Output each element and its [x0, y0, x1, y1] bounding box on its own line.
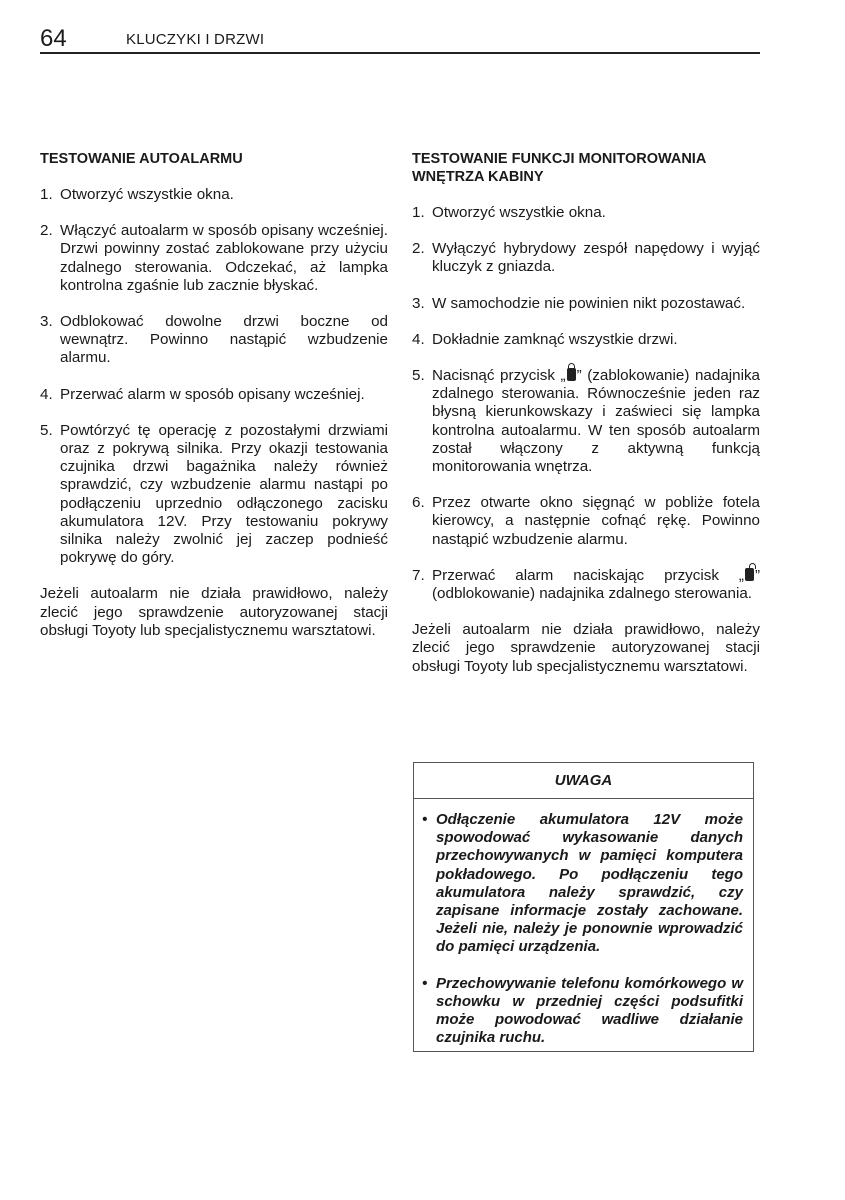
list-item: 6. Przez otwarte okno sięgnąć w pobliże fotela kierowcy, a następnie cofnąć rękę. Powinno nastąpić wzbudzenie alarmu. [412, 494, 760, 548]
chapter-title: KLUCZYKI I DRZWI [126, 31, 265, 48]
page-number: 64 [40, 25, 67, 52]
list-item: 2. Wyłączyć hybrydowy zespół napędowy i wyjąć kluczyk z gniazda. [412, 240, 760, 276]
warning-divider [414, 798, 753, 799]
left-column [40, 150, 388, 658]
list-item: 3. W samochodzie nie powinien nikt pozostawać. [412, 294, 746, 312]
list-item: 7. Przerwać alarm naciskając przycisk „ ” (odblokowanie) nadajnika zdalnego sterowania. [412, 566, 760, 603]
list-item: 2. Włączyć autoalarm w sposób opisany wcześniej. Drzwi powinny zostać zablokowane przy użyciu zdalnego sterowania. Odczekać, aż lampka kontrolna zgaśnie lub zacznie błyskać. [40, 222, 388, 294]
list-item: 5. Powtórzyć tę operację z pozostałymi drzwiami oraz z pokrywą silnika. Przy okazji testowania czujnika drzwi bagażnika należy również sprawdzić, czy wzbudzenie alarmu nastąpi po podłączeniu uprzednio odłączonego zacisku akumulatora 12V. Przy testowaniu pokrywy silnika należy zwolnić jej zaczep podnieść pokrywę do góry. [40, 421, 388, 567]
warning-item: • Odłączenie akumulatora 12V może spowodować wykasowanie danych przechowywanych w pamięci komputera pokładowego. Po podłączeniu tego akumulatora należy sprawdzić, czy zapisane informacje zostały zachowane. Jeżeli nie, należy je ponownie wprowadzić do pamięci urządzenia. [422, 811, 743, 956]
unlock-icon [745, 568, 754, 581]
section-heading-alarm-test: TESTOWANIE AUTOALARMU [40, 151, 243, 167]
warning-items [422, 811, 743, 1047]
alarm-test-footer: Jeżeli autoalarm nie działa prawidłowo, należy zlecić jego sprawdzenie autoryzowanej stacji obsługi Toyoty lub specjalistycznemu warsztatowi. [40, 585, 388, 639]
cabin-monitoring-footer: Jeżeli autoalarm nie działa prawidłowo, należy zlecić jego sprawdzenie autoryzowanej stacji obsługi Toyoty lub specjalistycznemu warsztatowi. [412, 621, 760, 675]
bullet-icon: • [422, 811, 428, 828]
cabin-monitoring-steps [412, 204, 760, 603]
list-item: 1. Otworzyć wszystkie okna. [40, 186, 234, 203]
warning-box [413, 762, 754, 1052]
lock-icon [567, 368, 576, 381]
page-header [40, 26, 760, 54]
list-item: 3. Odblokować dowolne drzwi boczne od wewnątrz. Powinno nastąpić wzbudzenie alarmu. [40, 313, 388, 367]
bullet-icon: • [422, 974, 428, 992]
list-item: 5. Nacisnąć przycisk „ ” (zablokowanie) nadajnika zdalnego sterowania. Równocześnie jeden raz błysną kierunkowskazy i zaświeci się lampka kontrolna autoalarmu. W ten sposób autoalarm został włączony z aktywną funkcją monitorowania wnętrza. [412, 367, 760, 476]
warning-item: • Przechowywanie telefonu komórkowego w schowku w przedniej części podsufitki może powodować wadliwe działanie czujnika ruchu. [422, 974, 743, 1047]
list-item: 4. Dokładnie zamknąć wszystkie drzwi. [412, 330, 678, 348]
right-column [412, 150, 760, 694]
warning-title: UWAGA [554, 772, 613, 789]
alarm-test-steps [40, 186, 388, 567]
list-item: 1. Otworzyć wszystkie okna. [412, 204, 606, 221]
list-item: 4. Przerwać alarm w sposób opisany wcześniej. [40, 385, 365, 403]
section-heading-cabin-monitoring: TESTOWANIE FUNKCJI MONITOROWANIA WNĘTRZA KABINY [412, 151, 706, 185]
